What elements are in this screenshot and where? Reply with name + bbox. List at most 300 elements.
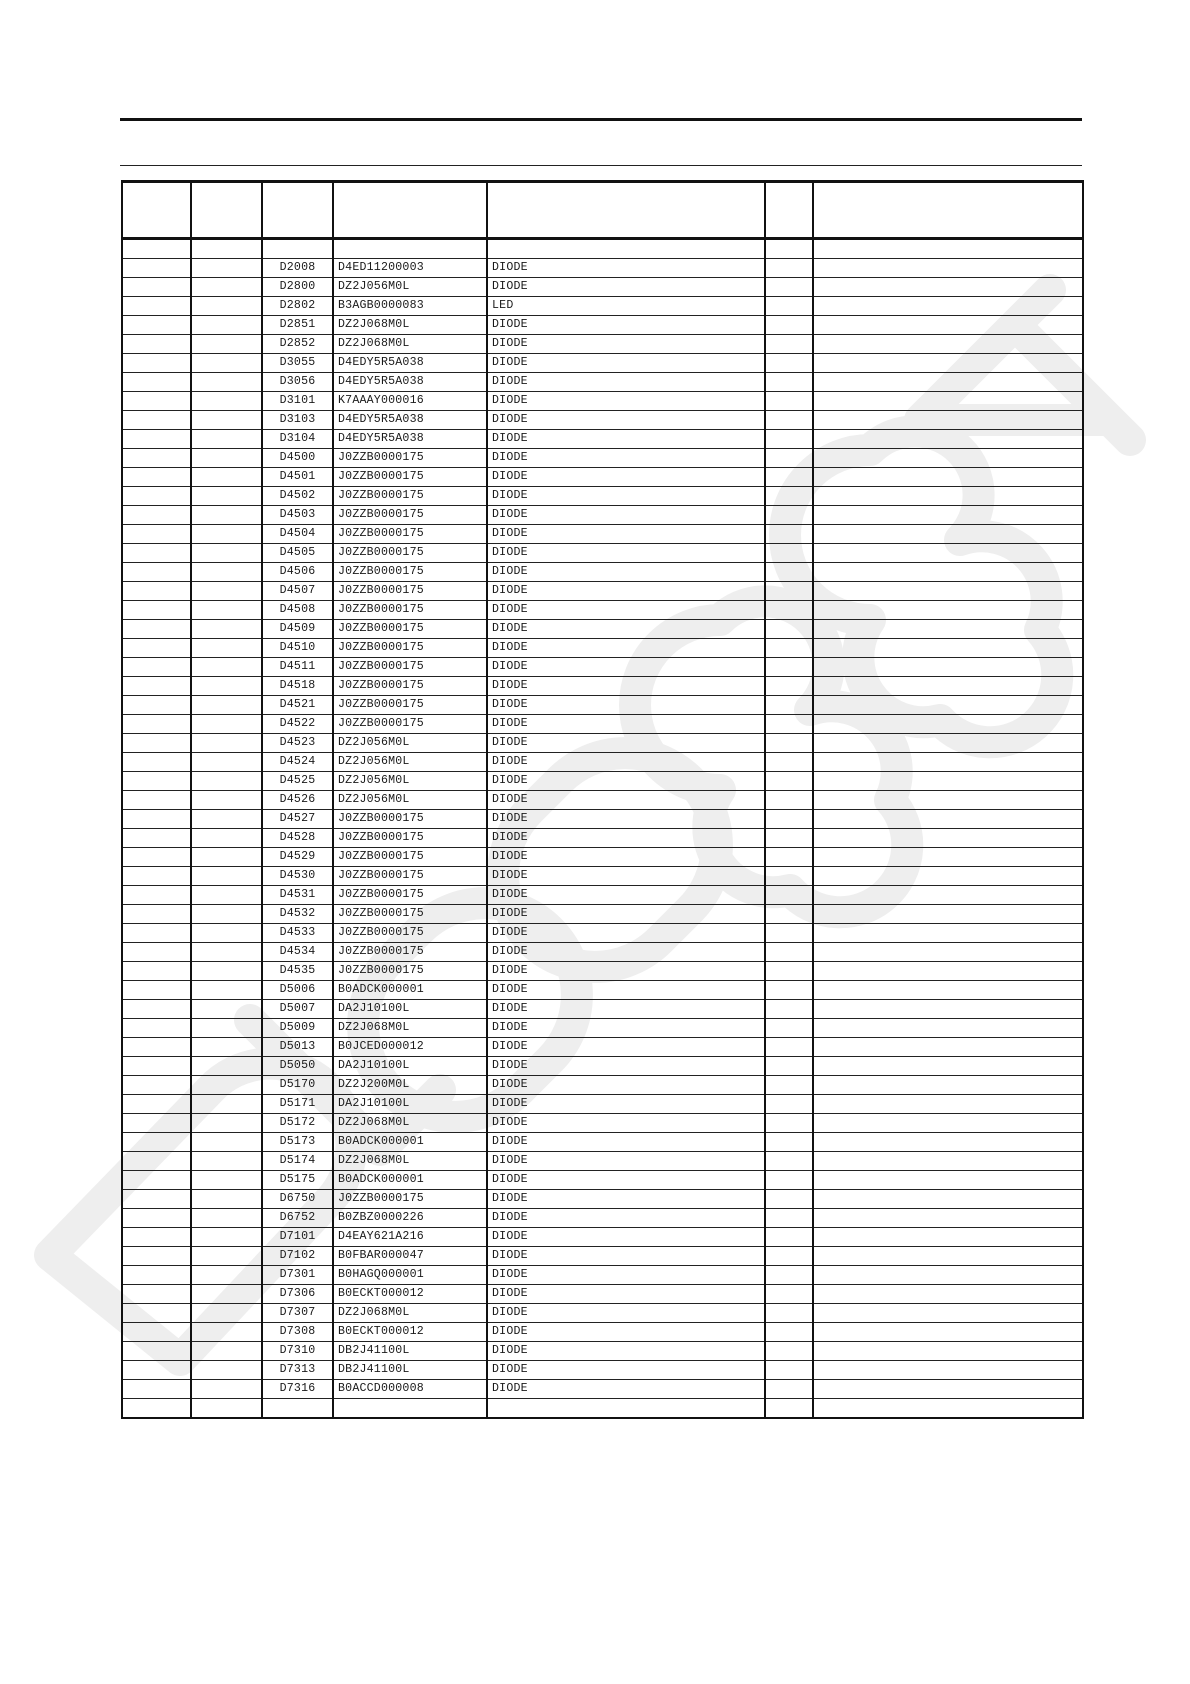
cell-empty bbox=[765, 354, 813, 373]
table-row bbox=[122, 1285, 1083, 1304]
table-row bbox=[122, 1361, 1083, 1380]
part-name-cell: DIODE bbox=[487, 278, 765, 297]
part-name-cell: DIODE bbox=[487, 696, 765, 715]
part-no-cell: DB2J41100L bbox=[333, 1361, 487, 1380]
table-row bbox=[122, 487, 1083, 506]
cell-empty bbox=[122, 487, 191, 506]
part-no-cell: J0ZZB0000175 bbox=[333, 544, 487, 563]
ref-no-cell: D7102 bbox=[262, 1247, 333, 1266]
cell-empty bbox=[765, 582, 813, 601]
cell-empty bbox=[122, 905, 191, 924]
cell-empty bbox=[765, 886, 813, 905]
table-row bbox=[122, 924, 1083, 943]
cell-empty bbox=[765, 544, 813, 563]
header-cell bbox=[813, 182, 1083, 239]
cell-empty bbox=[191, 582, 262, 601]
cell-empty bbox=[191, 316, 262, 335]
cell-empty bbox=[122, 753, 191, 772]
table-row bbox=[122, 335, 1083, 354]
part-no-cell: B0ECKT000012 bbox=[333, 1323, 487, 1342]
part-name-cell: DIODE bbox=[487, 1152, 765, 1171]
cell-empty bbox=[122, 848, 191, 867]
cell-empty bbox=[122, 506, 191, 525]
table-row bbox=[122, 867, 1083, 886]
part-no-cell: K7AAAY000016 bbox=[333, 392, 487, 411]
cell-empty bbox=[813, 259, 1083, 278]
cell-empty bbox=[191, 696, 262, 715]
cell-empty bbox=[191, 658, 262, 677]
ref-no-cell bbox=[262, 239, 333, 259]
parts-list-table bbox=[121, 180, 1084, 1419]
cell-empty bbox=[765, 1285, 813, 1304]
ref-no-cell: D4500 bbox=[262, 449, 333, 468]
cell-empty bbox=[813, 981, 1083, 1000]
cell-empty bbox=[765, 1000, 813, 1019]
cell-empty bbox=[191, 791, 262, 810]
cell-empty bbox=[765, 1171, 813, 1190]
cell-empty bbox=[122, 563, 191, 582]
cell-empty bbox=[122, 1190, 191, 1209]
ref-no-cell: D4532 bbox=[262, 905, 333, 924]
ref-no-cell: D4523 bbox=[262, 734, 333, 753]
header-rule-thin bbox=[120, 165, 1082, 166]
part-no-cell: DZ2J056M0L bbox=[333, 791, 487, 810]
table-row bbox=[122, 1399, 1083, 1419]
part-no-cell: J0ZZB0000175 bbox=[333, 506, 487, 525]
ref-no-cell: D5170 bbox=[262, 1076, 333, 1095]
part-no-cell: B0ADCK000001 bbox=[333, 981, 487, 1000]
cell-empty bbox=[122, 1152, 191, 1171]
cell-empty bbox=[765, 601, 813, 620]
part-no-cell: B0ADCK000001 bbox=[333, 1133, 487, 1152]
cell-empty bbox=[191, 1304, 262, 1323]
cell-empty bbox=[813, 1038, 1083, 1057]
part-no-cell: D4EAY621A216 bbox=[333, 1228, 487, 1247]
ref-no-cell: D3104 bbox=[262, 430, 333, 449]
table-row bbox=[122, 1057, 1083, 1076]
cell-empty bbox=[813, 1209, 1083, 1228]
cell-empty bbox=[122, 373, 191, 392]
cell-empty bbox=[191, 1399, 262, 1419]
part-name-cell: DIODE bbox=[487, 1038, 765, 1057]
cell-empty bbox=[191, 411, 262, 430]
part-name-cell: DIODE bbox=[487, 1247, 765, 1266]
cell-empty bbox=[765, 962, 813, 981]
part-no-cell: J0ZZB0000175 bbox=[333, 905, 487, 924]
cell-empty bbox=[813, 1285, 1083, 1304]
cell-empty bbox=[813, 1000, 1083, 1019]
part-name-cell: DIODE bbox=[487, 316, 765, 335]
part-no-cell: B0FBAR000047 bbox=[333, 1247, 487, 1266]
table-row bbox=[122, 411, 1083, 430]
ref-no-cell: D7313 bbox=[262, 1361, 333, 1380]
part-name-cell: DIODE bbox=[487, 601, 765, 620]
cell-empty bbox=[191, 943, 262, 962]
cell-empty bbox=[765, 943, 813, 962]
table-row bbox=[122, 1076, 1083, 1095]
cell-empty bbox=[813, 392, 1083, 411]
part-no-cell: DZ2J068M0L bbox=[333, 1114, 487, 1133]
cell-empty bbox=[122, 715, 191, 734]
table-row bbox=[122, 1095, 1083, 1114]
cell-empty bbox=[191, 715, 262, 734]
cell-empty bbox=[813, 1247, 1083, 1266]
part-no-cell: DZ2J068M0L bbox=[333, 1019, 487, 1038]
part-name-cell: DIODE bbox=[487, 1285, 765, 1304]
table-row bbox=[122, 506, 1083, 525]
cell-empty bbox=[813, 620, 1083, 639]
cell-empty bbox=[765, 487, 813, 506]
cell-empty bbox=[122, 1380, 191, 1399]
cell-empty bbox=[122, 1171, 191, 1190]
cell-empty bbox=[813, 1380, 1083, 1399]
table-row bbox=[122, 791, 1083, 810]
table-row bbox=[122, 886, 1083, 905]
ref-no-cell: D4526 bbox=[262, 791, 333, 810]
cell-empty bbox=[813, 525, 1083, 544]
cell-empty bbox=[813, 1019, 1083, 1038]
cell-empty bbox=[765, 1152, 813, 1171]
cell-empty bbox=[122, 1057, 191, 1076]
table-row bbox=[122, 1000, 1083, 1019]
part-no-cell: DA2J10100L bbox=[333, 1057, 487, 1076]
part-no-cell: DB2J41100L bbox=[333, 1342, 487, 1361]
cell-empty bbox=[122, 601, 191, 620]
table-row bbox=[122, 905, 1083, 924]
cell-empty bbox=[813, 601, 1083, 620]
cell-empty bbox=[813, 810, 1083, 829]
cell-empty bbox=[191, 1000, 262, 1019]
part-name-cell: DIODE bbox=[487, 1000, 765, 1019]
cell-empty bbox=[122, 677, 191, 696]
table-row bbox=[122, 810, 1083, 829]
cell-empty bbox=[765, 239, 813, 259]
ref-no-cell: D5173 bbox=[262, 1133, 333, 1152]
ref-no-cell: D2802 bbox=[262, 297, 333, 316]
ref-no-cell: D2008 bbox=[262, 259, 333, 278]
table-row bbox=[122, 373, 1083, 392]
cell-empty bbox=[191, 259, 262, 278]
cell-empty bbox=[191, 487, 262, 506]
cell-empty bbox=[191, 1342, 262, 1361]
cell-empty bbox=[191, 829, 262, 848]
table-row bbox=[122, 829, 1083, 848]
part-name-cell: DIODE bbox=[487, 487, 765, 506]
cell-empty bbox=[191, 297, 262, 316]
part-no-cell: J0ZZB0000175 bbox=[333, 924, 487, 943]
cell-empty bbox=[765, 753, 813, 772]
cell-empty bbox=[813, 1171, 1083, 1190]
cell-empty bbox=[765, 563, 813, 582]
part-no-cell: DA2J10100L bbox=[333, 1000, 487, 1019]
part-no-cell: B0JCED000012 bbox=[333, 1038, 487, 1057]
cell-empty bbox=[122, 810, 191, 829]
table-row bbox=[122, 278, 1083, 297]
cell-empty bbox=[813, 506, 1083, 525]
cell-empty bbox=[122, 1247, 191, 1266]
cell-empty bbox=[765, 1361, 813, 1380]
cell-empty bbox=[765, 297, 813, 316]
part-name-cell: DIODE bbox=[487, 506, 765, 525]
table-row bbox=[122, 1209, 1083, 1228]
cell-empty bbox=[765, 924, 813, 943]
part-no-cell: J0ZZB0000175 bbox=[333, 487, 487, 506]
table-row bbox=[122, 1304, 1083, 1323]
table-row bbox=[122, 1152, 1083, 1171]
cell-empty bbox=[765, 1019, 813, 1038]
ref-no-cell: D2800 bbox=[262, 278, 333, 297]
header-cell bbox=[487, 182, 765, 239]
cell-empty bbox=[765, 1057, 813, 1076]
part-name-cell: DIODE bbox=[487, 1133, 765, 1152]
cell-empty bbox=[813, 905, 1083, 924]
cell-empty bbox=[765, 1095, 813, 1114]
part-no-cell bbox=[333, 1399, 487, 1419]
cell-empty bbox=[813, 373, 1083, 392]
cell-empty bbox=[813, 1304, 1083, 1323]
part-no-cell: D4EDY5R5A038 bbox=[333, 354, 487, 373]
cell-empty bbox=[191, 373, 262, 392]
cell-empty bbox=[122, 791, 191, 810]
table-row bbox=[122, 525, 1083, 544]
part-name-cell: DIODE bbox=[487, 620, 765, 639]
cell-empty bbox=[122, 962, 191, 981]
part-name-cell: DIODE bbox=[487, 981, 765, 1000]
cell-empty bbox=[813, 886, 1083, 905]
ref-no-cell: D4508 bbox=[262, 601, 333, 620]
cell-empty bbox=[191, 1247, 262, 1266]
cell-empty bbox=[191, 278, 262, 297]
ref-no-cell bbox=[262, 1399, 333, 1419]
cell-empty bbox=[122, 316, 191, 335]
table-row bbox=[122, 1019, 1083, 1038]
cell-empty bbox=[765, 1380, 813, 1399]
table-row bbox=[122, 1266, 1083, 1285]
part-name-cell: DIODE bbox=[487, 1323, 765, 1342]
part-no-cell: DZ2J068M0L bbox=[333, 316, 487, 335]
cell-empty bbox=[765, 1133, 813, 1152]
part-name-cell: DIODE bbox=[487, 943, 765, 962]
cell-empty bbox=[813, 449, 1083, 468]
cell-empty bbox=[122, 886, 191, 905]
part-name-cell: DIODE bbox=[487, 1076, 765, 1095]
part-no-cell: J0ZZB0000175 bbox=[333, 677, 487, 696]
cell-empty bbox=[191, 620, 262, 639]
part-no-cell: J0ZZB0000175 bbox=[333, 810, 487, 829]
cell-empty bbox=[765, 696, 813, 715]
cell-empty bbox=[765, 430, 813, 449]
cell-empty bbox=[191, 1171, 262, 1190]
part-name-cell: DIODE bbox=[487, 563, 765, 582]
part-no-cell: J0ZZB0000175 bbox=[333, 696, 487, 715]
cell-empty bbox=[122, 449, 191, 468]
part-name-cell: DIODE bbox=[487, 867, 765, 886]
cell-empty bbox=[765, 1399, 813, 1419]
table-row bbox=[122, 354, 1083, 373]
part-name-cell: DIODE bbox=[487, 259, 765, 278]
cell-empty bbox=[122, 1323, 191, 1342]
ref-no-cell: D4518 bbox=[262, 677, 333, 696]
cell-empty bbox=[765, 658, 813, 677]
cell-empty bbox=[122, 1342, 191, 1361]
cell-empty bbox=[191, 772, 262, 791]
cell-empty bbox=[765, 1038, 813, 1057]
table-row bbox=[122, 259, 1083, 278]
part-no-cell: B0ADCK000001 bbox=[333, 1171, 487, 1190]
ref-no-cell: D5013 bbox=[262, 1038, 333, 1057]
table-row bbox=[122, 734, 1083, 753]
cell-empty bbox=[765, 867, 813, 886]
cell-empty bbox=[813, 791, 1083, 810]
cell-empty bbox=[122, 468, 191, 487]
ref-no-cell: D5009 bbox=[262, 1019, 333, 1038]
cell-empty bbox=[813, 1228, 1083, 1247]
part-name-cell: DIODE bbox=[487, 1228, 765, 1247]
part-no-cell: J0ZZB0000175 bbox=[333, 582, 487, 601]
part-no-cell: J0ZZB0000175 bbox=[333, 848, 487, 867]
cell-empty bbox=[191, 1076, 262, 1095]
cell-empty bbox=[122, 1361, 191, 1380]
ref-no-cell: D5050 bbox=[262, 1057, 333, 1076]
table-row bbox=[122, 1380, 1083, 1399]
part-name-cell: DIODE bbox=[487, 411, 765, 430]
cell-empty bbox=[122, 582, 191, 601]
cell-empty bbox=[765, 639, 813, 658]
cell-empty bbox=[765, 1304, 813, 1323]
table-row bbox=[122, 658, 1083, 677]
part-name-cell: DIODE bbox=[487, 734, 765, 753]
part-name-cell: DIODE bbox=[487, 582, 765, 601]
cell-empty bbox=[122, 392, 191, 411]
part-name-cell: DIODE bbox=[487, 1057, 765, 1076]
part-no-cell: J0ZZB0000175 bbox=[333, 658, 487, 677]
ref-no-cell: D2852 bbox=[262, 335, 333, 354]
cell-empty bbox=[765, 905, 813, 924]
part-name-cell: DIODE bbox=[487, 392, 765, 411]
part-name-cell: DIODE bbox=[487, 430, 765, 449]
part-no-cell: J0ZZB0000175 bbox=[333, 525, 487, 544]
cell-empty bbox=[813, 1057, 1083, 1076]
cell-empty bbox=[122, 278, 191, 297]
table-row bbox=[122, 582, 1083, 601]
cell-empty bbox=[813, 1190, 1083, 1209]
cell-empty bbox=[122, 544, 191, 563]
part-name-cell: DIODE bbox=[487, 1361, 765, 1380]
ref-no-cell: D7301 bbox=[262, 1266, 333, 1285]
cell-empty bbox=[765, 620, 813, 639]
cell-empty bbox=[813, 487, 1083, 506]
cell-empty bbox=[813, 335, 1083, 354]
table-row bbox=[122, 943, 1083, 962]
ref-no-cell: D5171 bbox=[262, 1095, 333, 1114]
header-cell bbox=[262, 182, 333, 239]
ref-no-cell: D4527 bbox=[262, 810, 333, 829]
cell-empty bbox=[191, 392, 262, 411]
cell-empty bbox=[191, 1209, 262, 1228]
cell-empty bbox=[813, 297, 1083, 316]
cell-empty bbox=[191, 239, 262, 259]
cell-empty bbox=[813, 1133, 1083, 1152]
part-no-cell: J0ZZB0000175 bbox=[333, 601, 487, 620]
ref-no-cell: D4530 bbox=[262, 867, 333, 886]
part-no-cell: D4EDY5R5A038 bbox=[333, 411, 487, 430]
table-row bbox=[122, 981, 1083, 1000]
ref-no-cell: D4534 bbox=[262, 943, 333, 962]
table-row bbox=[122, 297, 1083, 316]
cell-empty bbox=[813, 1323, 1083, 1342]
cell-empty bbox=[191, 1266, 262, 1285]
part-name-cell: DIODE bbox=[487, 449, 765, 468]
cell-empty bbox=[765, 981, 813, 1000]
part-name-cell: DIODE bbox=[487, 1019, 765, 1038]
part-no-cell: B0ECKT000012 bbox=[333, 1285, 487, 1304]
cell-empty bbox=[122, 430, 191, 449]
cell-empty bbox=[765, 734, 813, 753]
cell-empty bbox=[122, 335, 191, 354]
cell-empty bbox=[191, 354, 262, 373]
part-no-cell: J0ZZB0000175 bbox=[333, 886, 487, 905]
cell-empty bbox=[813, 1095, 1083, 1114]
cell-empty bbox=[122, 924, 191, 943]
cell-empty bbox=[765, 316, 813, 335]
part-name-cell: DIODE bbox=[487, 1209, 765, 1228]
cell-empty bbox=[765, 335, 813, 354]
part-name-cell: DIODE bbox=[487, 1342, 765, 1361]
part-name-cell: DIODE bbox=[487, 924, 765, 943]
cell-empty bbox=[813, 696, 1083, 715]
header-cell bbox=[122, 182, 191, 239]
cell-empty bbox=[813, 658, 1083, 677]
cell-empty bbox=[813, 354, 1083, 373]
cell-empty bbox=[191, 468, 262, 487]
cell-empty bbox=[122, 867, 191, 886]
cell-empty bbox=[191, 810, 262, 829]
part-name-cell: DIODE bbox=[487, 791, 765, 810]
ref-no-cell: D4503 bbox=[262, 506, 333, 525]
cell-empty bbox=[765, 715, 813, 734]
part-name-cell: DIODE bbox=[487, 354, 765, 373]
part-no-cell: D4EDY5R5A038 bbox=[333, 373, 487, 392]
table-row bbox=[122, 392, 1083, 411]
table-row bbox=[122, 1342, 1083, 1361]
cell-empty bbox=[122, 1095, 191, 1114]
table-row bbox=[122, 1133, 1083, 1152]
table-row bbox=[122, 696, 1083, 715]
ref-no-cell: D7316 bbox=[262, 1380, 333, 1399]
table-row bbox=[122, 1171, 1083, 1190]
cell-empty bbox=[765, 1228, 813, 1247]
cell-empty bbox=[191, 1152, 262, 1171]
ref-no-cell: D4507 bbox=[262, 582, 333, 601]
part-name-cell: DIODE bbox=[487, 525, 765, 544]
cell-empty bbox=[122, 1000, 191, 1019]
cell-empty bbox=[765, 278, 813, 297]
cell-empty bbox=[813, 639, 1083, 658]
ref-no-cell: D4501 bbox=[262, 468, 333, 487]
cell-empty bbox=[191, 563, 262, 582]
cell-empty bbox=[191, 601, 262, 620]
table-row bbox=[122, 1038, 1083, 1057]
ref-no-cell: D4509 bbox=[262, 620, 333, 639]
cell-empty bbox=[122, 1076, 191, 1095]
cell-empty bbox=[122, 1019, 191, 1038]
part-name-cell: DIODE bbox=[487, 677, 765, 696]
cell-empty bbox=[765, 772, 813, 791]
cell-empty bbox=[122, 1285, 191, 1304]
ref-no-cell: D4535 bbox=[262, 962, 333, 981]
cell-empty bbox=[191, 981, 262, 1000]
cell-empty bbox=[765, 791, 813, 810]
